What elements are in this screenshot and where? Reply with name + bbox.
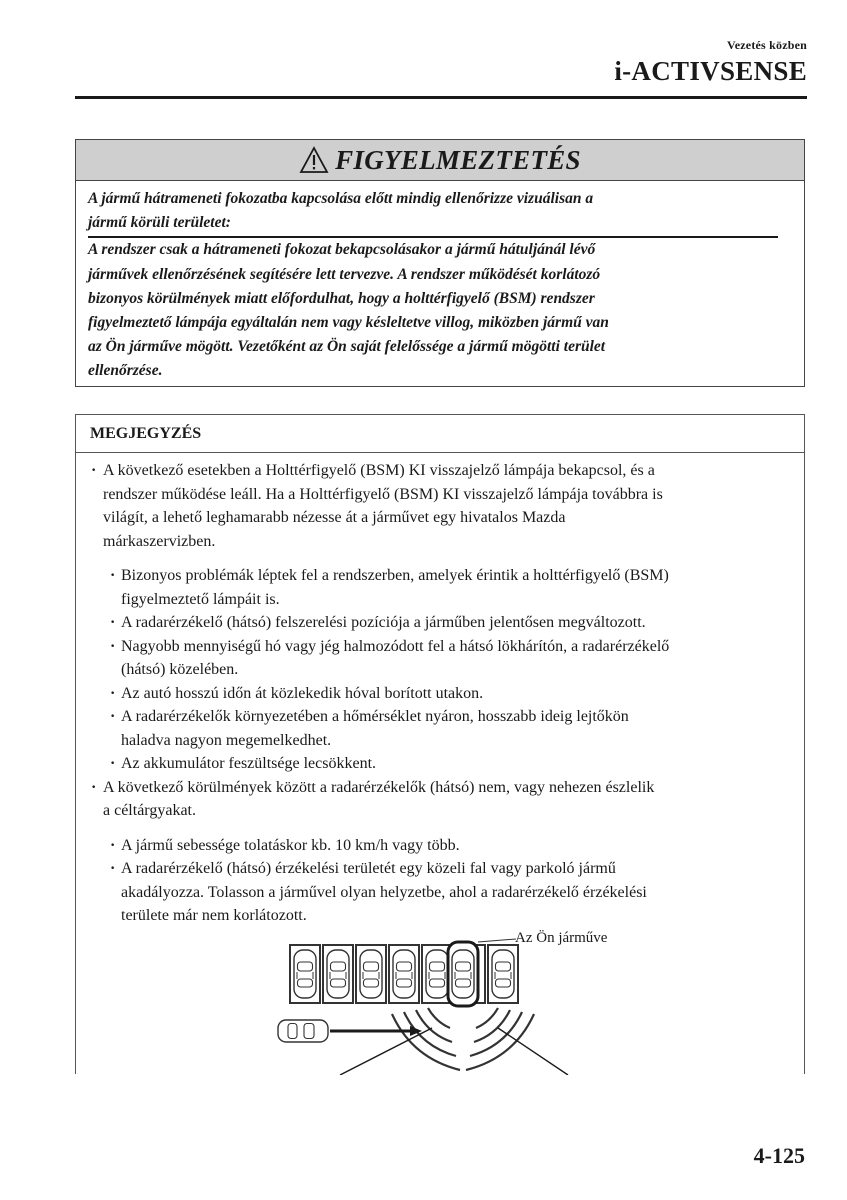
bullet-icon: · (110, 614, 116, 631)
note-subitem (76, 635, 804, 682)
bullet-icon: · (110, 684, 116, 702)
note-line: A következő esetekben a Holttérfigyelő (BSM) KI visszajelző lámpája bekapcsol, és a (103, 462, 655, 479)
chapter-title: i-ACTIVSENSE (614, 56, 807, 86)
radar-waves (392, 1008, 534, 1070)
bullet-icon: · (110, 567, 116, 584)
bullet-icon: · (110, 836, 116, 854)
note-line: A radarérzékelő (hátsó) érzékelési területét egy közeli fal vagy parkoló jármű (121, 860, 616, 877)
warning-line: bizonyos körülmények miatt előfordulhat, hogy a holttérfigyelő (BSM) rendszer (88, 289, 595, 307)
note-subitem (76, 705, 804, 752)
approaching-car-icon (278, 1020, 422, 1042)
note-line: A radarérzékelők környezetében a hőmérséklet nyáron, hosszabb ideig lejtőkön (121, 708, 629, 725)
note-line: területe már nem korlátozott. (121, 907, 307, 924)
note-line: világít, a lehető leghamarabb nézesse át a járművet egy hivatalos Mazda (103, 509, 566, 526)
diagram-label: Az Ön járműve (515, 930, 608, 946)
note-line: Bizonyos problémák léptek fel a rendszerben, amelyek érintik a holttérfigyelő (BSM) (121, 567, 669, 584)
note-subitem (76, 857, 804, 928)
bullet-icon: · (91, 462, 97, 479)
note-subitem (76, 682, 804, 706)
note-subitem (76, 834, 804, 858)
warning-line: az Ön járműve mögött. Vezetőként az Ön saját felelőssége a jármű mögötti terület (88, 338, 606, 356)
note-line: Az akkumulátor feszültsége lecsökkent. (121, 755, 377, 772)
note-line: akadályozza. Tolasson a járművel olyan helyzetbe, ahol a radarérzékelő érzékelési (121, 883, 647, 901)
warning-line: jármű körüli területet: (88, 214, 231, 232)
warning-header (76, 140, 804, 181)
bullet-icon: · (110, 860, 116, 877)
note-title: MEGJEGYZÉS (76, 415, 804, 453)
section-label: Vezetés közben (726, 38, 807, 52)
warning-emphasis (88, 187, 778, 238)
note-line: Nagyobb mennyiségű hó vagy jég halmozódott fel a hátsó lökhárítón, a radarérzékelő (121, 637, 670, 655)
note-line: A jármű sebessége tolatáskor kb. 10 km/h vagy több. (121, 836, 460, 854)
page-number: 4-125 (753, 1143, 805, 1168)
note-line: haladva nagyon megemelkedhet. (121, 731, 332, 749)
note-line: A következő körülmények között a radarérzékelők (hátsó) nem, vagy nehezen észlelik (103, 778, 655, 796)
parked-cars (290, 945, 518, 1003)
warning-line: figyelmeztető lámpája egyáltalán nem vagy késleltetve villog, miközben jármű van (88, 314, 609, 332)
warning-line: A jármű hátrameneti fokozatba kapcsolása előtt mindig ellenőrizze vizuálisan a (88, 190, 594, 207)
warning-box (75, 139, 805, 387)
warning-line: A rendszer csak a hátrameneti fokozat bekapcsolásakor a jármű hátuljánál lévő (88, 241, 596, 259)
note-line: márkaszervizben. (103, 532, 216, 550)
note-line: A radarérzékelő (hátsó) felszerelési pozíciója a járműben jelentősen megváltozott. (121, 614, 646, 631)
note-line: figyelmeztető lámpáit is. (121, 590, 280, 608)
warning-triangle-icon (299, 146, 329, 174)
parking-diagram (260, 930, 600, 1075)
note-line: a céltárgyakat. (103, 802, 196, 819)
note-line: rendszer működése leáll. Ha a Holttérfigyelő (BSM) KI visszajelző lámpája továbbra is (103, 485, 663, 503)
note-item (76, 776, 804, 823)
bullet-icon: · (110, 708, 116, 725)
bullet-icon: · (110, 637, 116, 655)
warning-line: ellenőrzése. (88, 362, 163, 380)
parking-car-icon (448, 942, 478, 1006)
bullet-icon: · (91, 778, 97, 796)
bullet-icon: · (110, 755, 116, 772)
warning-title: FIGYELMEZTETÉS (335, 144, 581, 175)
note-line: (hátsó) közelében. (121, 661, 239, 678)
note-item (76, 459, 804, 553)
warning-line: járművek ellenőrzésének segítésére lett tervezve. A rendszer működését korlátozó (88, 265, 601, 283)
note-line: Az autó hosszú időn át közlekedik hóval borított utakon. (121, 684, 484, 702)
note-subitem (76, 752, 804, 776)
header-rule (75, 96, 807, 99)
note-body (76, 459, 804, 928)
warning-body (76, 181, 804, 384)
note-subitem (76, 611, 804, 635)
note-subitem (76, 564, 804, 611)
